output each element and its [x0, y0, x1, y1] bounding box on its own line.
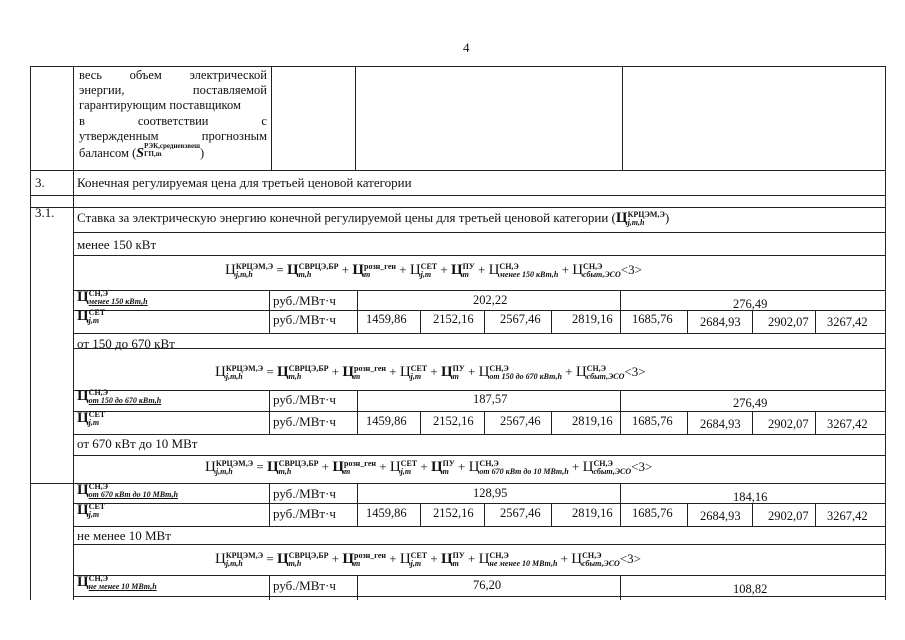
formula-operator: +	[557, 551, 572, 566]
sn-sup: СН,Э	[88, 574, 109, 584]
set-sub: j,m	[88, 418, 100, 428]
formula-sub: j,m,h	[225, 559, 243, 569]
formula-index	[443, 460, 455, 476]
formula-sup: СН,Э	[593, 459, 613, 469]
formula-symbol: Ц	[267, 459, 279, 475]
formula-symbol: Ц	[450, 262, 463, 278]
formula-operator: +	[464, 364, 479, 379]
formula-sub: j,m	[410, 559, 422, 569]
formula-sup: СН,Э	[489, 551, 509, 561]
network-tariff-value: 3267,42	[827, 315, 868, 329]
formula-sub: сбыт,ЭСО	[582, 559, 620, 569]
formula-sub: сбыт,ЭСО	[583, 270, 621, 280]
formula-sup: СН,Э	[479, 459, 499, 469]
formula-operator: +	[454, 459, 469, 474]
formula-operator: +	[328, 364, 343, 379]
sn-value: 76,20	[473, 578, 502, 592]
formula-sub: m,h	[298, 270, 312, 280]
sn-sup: СН,Э	[88, 289, 109, 299]
formula-symbol: Ц	[215, 364, 226, 380]
formula-sup: СН,Э	[583, 262, 603, 272]
formula-operator: +	[568, 459, 583, 474]
formula-sub: от 670 кВт до 10 МВт,h	[479, 467, 569, 477]
formula-operator: =	[273, 262, 287, 277]
unit-label: руб./МВт·ч	[273, 392, 336, 407]
formula-operator: =	[253, 459, 267, 474]
network-tariff-value: 3267,42	[827, 509, 868, 523]
sn-indicator	[77, 388, 161, 405]
formula-operator: +	[558, 262, 573, 277]
formula-symbol: Ц	[342, 551, 355, 567]
formula-index	[453, 552, 465, 568]
set-symbol: Ц	[77, 308, 89, 324]
formula-operator: +	[338, 262, 353, 277]
formula-sub: j,m,h	[215, 467, 233, 477]
formula-sup: СВРЦЭ,БР	[288, 551, 329, 561]
formula-symbol: Ц	[332, 459, 345, 475]
formula-sub: m	[354, 559, 361, 569]
formula-symbol: Ц	[478, 551, 490, 567]
formula-symbol: Ц	[430, 459, 443, 475]
section-31-title: Ставка за электрическую энергию конечной регулируемой цены для третьей ценовой категории (Ц КРЦЭМ,Э j,m,h )	[77, 210, 670, 228]
formula-index	[463, 263, 475, 279]
sn-value: 108,82	[733, 582, 768, 596]
formula-sub: j,m,h	[235, 270, 253, 280]
sn-value: 276,49	[733, 297, 768, 311]
network-tariff-value: 1685,76	[632, 414, 673, 428]
unit-label: руб./МВт·ч	[273, 312, 336, 327]
formula-symbol: Ц	[440, 364, 453, 380]
network-tariff-value: 1459,86	[366, 506, 407, 520]
formula-symbol: Ц	[488, 262, 500, 278]
sn-value: 202,22	[473, 293, 508, 307]
network-tariff-value: 2902,07	[768, 417, 809, 431]
sn-value: 128,95	[473, 486, 508, 500]
formula-symbol: Ц	[575, 364, 587, 380]
formula-index	[299, 263, 339, 279]
formula-sup: СН,Э	[489, 364, 509, 374]
formula	[205, 459, 652, 476]
formula-operator: =	[263, 364, 277, 379]
sn-symbol: Ц	[77, 574, 89, 590]
set-sub: j,m	[88, 316, 100, 326]
formula-sup: СЕТ	[420, 262, 438, 272]
sn-symbol: Ц	[77, 289, 89, 305]
formula-index	[489, 365, 562, 381]
formula-sub: m,h	[278, 467, 292, 477]
formula-operator: +	[395, 262, 410, 277]
unit-label: руб./МВт·ч	[273, 414, 336, 429]
set-indicator	[77, 502, 105, 519]
formula-operator: +	[318, 459, 333, 474]
formula-index	[453, 365, 465, 381]
formula-sup: СН,Э	[499, 262, 519, 272]
formula-sup: СЕТ	[400, 459, 418, 469]
formula-symbol: Ц	[277, 551, 289, 567]
formula-sup: ПУ	[452, 364, 465, 374]
group-label: от 150 до 670 кВт	[77, 336, 175, 351]
set-index	[89, 309, 105, 325]
set-sup: СЕТ	[88, 410, 106, 420]
formula-index	[489, 552, 557, 568]
network-tariff-value: 2152,16	[433, 312, 474, 326]
sn-indicator	[77, 289, 148, 306]
formula-operator: <3>	[620, 262, 642, 277]
formula-symbol: Ц	[287, 262, 299, 278]
unit-label: руб./МВт·ч	[273, 506, 336, 521]
formula-index	[587, 365, 625, 381]
sn-index	[89, 389, 162, 405]
formula-symbol: Ц	[478, 364, 490, 380]
sn-sup: СН,Э	[88, 482, 109, 492]
sn-sub: от 670 кВт до 10 МВт,h	[88, 490, 178, 500]
formula-sup: СН,Э	[582, 551, 602, 561]
formula-index	[364, 263, 396, 279]
network-tariff-value: 2567,46	[500, 414, 541, 428]
sn-index	[89, 290, 148, 306]
network-tariff-value: 2902,07	[768, 509, 809, 523]
set-symbol: Ц	[77, 502, 89, 518]
set-symbol: Ц	[77, 410, 89, 426]
formula-index	[499, 263, 558, 279]
formula-sub: m	[442, 467, 449, 477]
network-tariff-value: 2902,07	[768, 315, 809, 329]
formula-symbol: Ц	[409, 262, 421, 278]
sn-value: 184,16	[733, 490, 768, 504]
page-number: 4	[463, 40, 470, 55]
formula-symbol: Ц	[399, 551, 411, 567]
network-tariff-value: 2684,93	[700, 417, 741, 431]
formula	[215, 551, 641, 568]
formula-index	[582, 552, 620, 568]
sn-sub: не менее 10 МВт,h	[88, 582, 157, 592]
formula-operator: +	[561, 364, 576, 379]
sn-sub: от 150 до 670 кВт,h	[88, 396, 162, 406]
formula-sub: менее 150 кВт,h	[499, 270, 559, 280]
formula-sup: КРЦЭМ,Э	[235, 262, 274, 272]
formula-operator: +	[385, 364, 400, 379]
formula-sup: ПУ	[452, 551, 465, 561]
group-label: не менее 10 МВт	[77, 528, 171, 543]
unit-label: руб./МВт·ч	[273, 486, 336, 501]
set-index	[89, 503, 105, 519]
formula-operator: +	[427, 551, 441, 566]
formula-sub: m,h	[288, 372, 302, 382]
formula-operator: +	[385, 551, 400, 566]
formula-index	[279, 460, 319, 476]
formula-sup: розн_ген	[354, 364, 386, 374]
network-tariff-value: 2684,93	[700, 509, 741, 523]
formula-sub: m	[452, 559, 459, 569]
formula-symbol: Ц	[468, 459, 480, 475]
formula-sup: КРЦЭМ,Э	[225, 551, 264, 561]
formula-index	[583, 263, 621, 279]
network-tariff-value: 1459,86	[366, 414, 407, 428]
group-label: менее 150 кВт	[77, 237, 157, 252]
formula-symbol: Ц	[352, 262, 365, 278]
sn-symbol: Ц	[77, 388, 89, 404]
formula-operator: <3>	[624, 364, 646, 379]
unit-label: руб./МВт·ч	[273, 578, 336, 593]
formula-index	[236, 263, 273, 279]
formula-index	[593, 460, 631, 476]
formula-operator: +	[427, 364, 441, 379]
formula-operator: <3>	[619, 551, 641, 566]
formula-index	[354, 552, 386, 568]
group-label: от 670 кВт до 10 МВт	[77, 436, 198, 451]
formula-sup: КРЦЭМ,Э	[215, 459, 254, 469]
formula-sub: m	[364, 270, 371, 280]
set-index	[89, 411, 105, 427]
section-3-title: Конечная регулируемая цена для третьей ценовой категории	[77, 175, 412, 190]
formula-sup: СВРЦЭ,БР	[278, 459, 319, 469]
formula-sub: m	[354, 372, 361, 382]
formula-operator: +	[474, 262, 489, 277]
set-sub: j,m	[88, 510, 100, 520]
sn-sub: менее 150 кВт,h	[88, 297, 148, 307]
formula-sub: сбыт,ЭСО	[586, 372, 625, 382]
formula-index	[411, 365, 427, 381]
formula-sup: СВРЦЭ,БР	[298, 262, 339, 272]
intro-description: весь объем электрической энергии, поставляемой гарантирующим поставщиком в соответствии с утвержденным прогнозным балансом ( S РЭК,средневзвеш ГП,m )	[79, 68, 267, 162]
formula-sub: от 150 до 670 кВт,h	[489, 372, 562, 382]
set-sup: СЕТ	[88, 308, 106, 318]
formula-symbol: Ц	[277, 364, 289, 380]
sn-value: 276,49	[733, 396, 768, 410]
formula-symbol: Ц	[205, 459, 216, 475]
formula-sup: СЕТ	[410, 364, 428, 374]
formula-index	[354, 365, 386, 381]
formula-sub: j,m	[410, 372, 422, 382]
formula-symbol: Ц	[571, 551, 583, 567]
formula-index	[479, 460, 568, 476]
formula-index	[226, 552, 263, 568]
formula-sup: СВРЦЭ,БР	[288, 364, 329, 374]
formula-sub: j,m,h	[225, 372, 243, 382]
network-tariff-value: 2567,46	[500, 312, 541, 326]
formula-index	[421, 263, 437, 279]
formula-symbol: Ц	[342, 364, 355, 380]
network-tariff-value: 2152,16	[433, 414, 474, 428]
formula-index	[226, 365, 263, 381]
network-tariff-value: 3267,42	[827, 417, 868, 431]
formula-sup: КРЦЭМ,Э	[225, 364, 264, 374]
formula-sup: СН,Э	[586, 364, 607, 374]
formula-operator: +	[464, 551, 479, 566]
formula-sup: ПУ	[442, 459, 455, 469]
formula-sup: розн_ген	[344, 459, 376, 469]
formula-index	[344, 460, 376, 476]
formula-operator: +	[417, 459, 431, 474]
network-tariff-value: 2684,93	[700, 315, 741, 329]
formula-symbol: Ц	[582, 459, 594, 475]
sn-indicator	[77, 574, 157, 591]
formula-index	[401, 460, 417, 476]
set-indicator	[77, 308, 105, 325]
set-sup: СЕТ	[88, 502, 106, 512]
network-tariff-value: 1685,76	[632, 506, 673, 520]
formula-sup: СЕТ	[410, 551, 428, 561]
network-tariff-value: 2819,16	[572, 414, 613, 428]
sn-index	[89, 575, 157, 591]
formula-sub: не менее 10 МВт,h	[489, 559, 558, 569]
formula-sub: m	[452, 372, 459, 382]
sn-symbol: Ц	[77, 482, 89, 498]
formula-sub: сбыт,ЭСО	[593, 467, 632, 477]
sn-indicator	[77, 482, 178, 499]
formula-symbol: Ц	[572, 262, 584, 278]
formula-sub: m	[344, 467, 351, 477]
formula-sub: j,m	[400, 467, 412, 477]
section-31-number: 3.1.	[35, 205, 55, 220]
formula-symbol: Ц	[399, 364, 411, 380]
formula-sub: m	[462, 270, 469, 280]
network-tariff-value: 1685,76	[632, 312, 673, 326]
section-3-number: 3.	[35, 175, 45, 190]
network-tariff-value: 2567,46	[500, 506, 541, 520]
formula-index	[289, 552, 329, 568]
formula-operator: +	[437, 262, 451, 277]
network-tariff-value: 1459,86	[366, 312, 407, 326]
formula-sup: розн_ген	[354, 551, 386, 561]
formula	[215, 364, 646, 381]
formula-index	[411, 552, 427, 568]
set-indicator	[77, 410, 105, 427]
network-tariff-value: 2819,16	[572, 506, 613, 520]
network-tariff-value: 2152,16	[433, 506, 474, 520]
formula-index	[216, 460, 253, 476]
unit-label: руб./МВт·ч	[273, 293, 336, 308]
sn-sup: СН,Э	[88, 388, 109, 398]
sn-index	[89, 483, 178, 499]
formula-index	[289, 365, 329, 381]
formula	[225, 262, 642, 279]
formula-operator: <3>	[631, 459, 653, 474]
formula-sub: j,m	[420, 270, 432, 280]
formula-sup: ПУ	[462, 262, 475, 272]
network-tariff-value: 2819,16	[572, 312, 613, 326]
formula-symbol: Ц	[389, 459, 401, 475]
formula-operator: +	[375, 459, 390, 474]
sn-value: 187,57	[473, 392, 508, 406]
formula-symbol: Ц	[440, 551, 453, 567]
formula-symbol: Ц	[215, 551, 226, 567]
formula-sub: m,h	[288, 559, 302, 569]
formula-operator: +	[328, 551, 343, 566]
formula-sup: розн_ген	[364, 262, 396, 272]
formula-operator: =	[263, 551, 277, 566]
formula-symbol: Ц	[225, 262, 236, 278]
